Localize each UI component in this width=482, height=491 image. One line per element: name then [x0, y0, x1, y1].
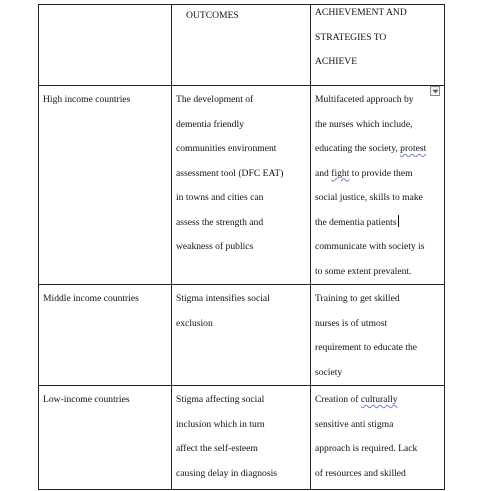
strategy-line: sensitive anti stigma	[315, 418, 394, 430]
text-cursor	[398, 215, 399, 227]
outcome-cell[interactable]	[172, 86, 311, 285]
outcome-line: affect the self-esteem	[176, 443, 258, 454]
strategy-cell[interactable]	[311, 386, 445, 490]
strategy-cell[interactable]	[311, 86, 445, 285]
row-label-cell[interactable]	[39, 86, 172, 285]
table-row-high-income	[39, 86, 445, 285]
outcome-line: inclusion which in turn	[176, 418, 265, 430]
header-cell-achievement[interactable]	[311, 5, 445, 86]
row-label-middle-income: Middle income countries	[43, 293, 139, 304]
outcome-line: The development of	[176, 94, 254, 105]
strategy-cell-content	[315, 88, 440, 284]
outcome-line: Stigma intensifies social	[176, 293, 270, 304]
chevron-down-icon-glyph	[432, 89, 439, 94]
spellcheck-underline: fight	[331, 167, 350, 179]
header-outcomes-text: OUTCOMES	[186, 10, 239, 21]
outcome-line: weakness of publics	[176, 241, 254, 252]
spellcheck-underline: culturally	[360, 394, 398, 405]
chevron-down-icon[interactable]	[430, 86, 440, 96]
strategy-line: and fight to provide them	[315, 167, 413, 179]
header-achievement-line: ACHIEVEMENT AND	[315, 7, 407, 18]
strategy-line	[315, 211, 440, 236]
strategy-line: social justice, skills to make	[315, 192, 423, 203]
outcome-line: assess the strength and	[176, 216, 264, 228]
header-cell-empty[interactable]	[39, 5, 172, 86]
comparison-table	[38, 4, 445, 490]
outcome-cell[interactable]	[172, 386, 311, 490]
strategy-line: communicate with society is	[315, 241, 425, 252]
strategy-line: Training to get skilled	[315, 293, 400, 304]
strategy-line-text: educating the society, protest	[315, 143, 427, 154]
outcome-line: exclusion	[176, 317, 213, 329]
header-achievement-line: ACHIEVE	[315, 56, 358, 67]
outcome-line: in towns and cities can	[176, 192, 264, 203]
strategy-line-text: the dementia patients	[315, 216, 397, 228]
outcome-line: assessment tool (DFC EAT)	[176, 167, 284, 179]
table-row-middle-income	[39, 285, 445, 386]
header-achievement-text	[315, 1, 440, 75]
strategy-line	[315, 137, 440, 162]
header-cell-outcomes[interactable]	[172, 5, 311, 86]
table-header-row	[39, 5, 445, 86]
strategy-line: nurses is of utmost	[315, 317, 388, 329]
strategy-line: Creation of culturally	[315, 394, 398, 405]
strategy-line: to some extent prevalent.	[315, 265, 412, 277]
outcome-line: causing delay in diagnosis	[176, 467, 277, 479]
outcome-line: communities environment	[176, 143, 277, 154]
header-achievement-line: STRATEGIES TO	[315, 31, 387, 43]
strategy-line: of resources and skilled	[315, 467, 406, 479]
row-label-cell[interactable]	[39, 386, 172, 490]
outcome-line: dementia friendly	[176, 118, 244, 130]
strategy-cell[interactable]	[311, 285, 445, 386]
outcome-line: Stigma affecting social	[176, 394, 265, 405]
strategy-line: requirement to educate the	[315, 342, 418, 353]
strategy-line: the nurses which include,	[315, 118, 413, 130]
strategy-line: society	[315, 366, 343, 378]
strategy-line: Multifaceted approach by	[315, 94, 414, 105]
outcome-cell[interactable]	[172, 285, 311, 386]
strategy-line: approach is required. Lack	[315, 443, 418, 454]
table-row-low-income	[39, 386, 445, 490]
row-label-high-income: High income countries	[43, 94, 131, 105]
row-label-low-income: Low-income countries	[43, 394, 130, 405]
spellcheck-underline: protest	[400, 143, 427, 154]
row-label-cell[interactable]	[39, 285, 172, 386]
